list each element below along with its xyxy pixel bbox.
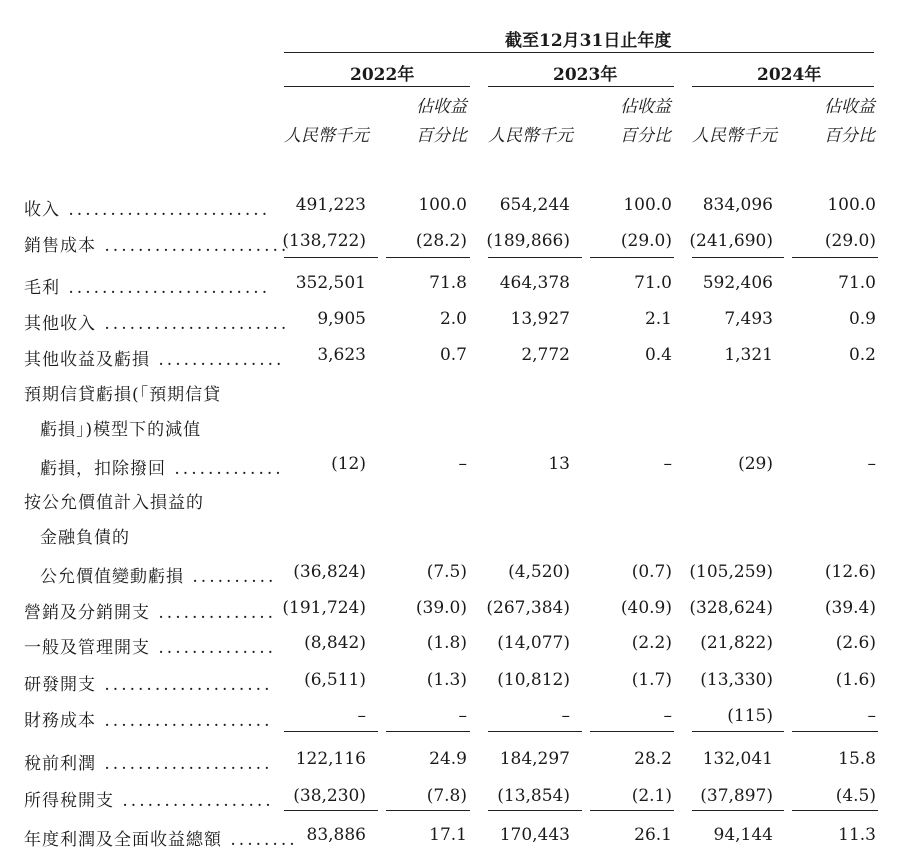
subtotal-rule <box>284 731 378 732</box>
subtotal-rule <box>692 810 784 811</box>
table-cell: (12.6) <box>824 562 876 582</box>
table-cell: (0.7) <box>631 562 672 582</box>
row-label-text: 研發開支 <box>24 675 96 695</box>
table-cell: 26.1 <box>634 825 672 845</box>
leader-dots: .......... <box>184 567 277 587</box>
table-cell: 13 <box>548 454 570 474</box>
row-label-text: 一般及管理開支 <box>24 638 150 658</box>
row-label <box>24 706 272 731</box>
table-cell: (39.0) <box>415 598 467 618</box>
leader-dots: .............. <box>150 638 277 658</box>
table-cell: 100.0 <box>623 195 672 215</box>
table-cell: 3,623 <box>317 345 366 365</box>
leader-dots: .............. <box>150 603 277 623</box>
table-cell: (13,330) <box>700 670 773 690</box>
table-cell: (14,077) <box>497 633 570 653</box>
table-cell: (6,511) <box>304 670 366 690</box>
table-cell: 352,501 <box>295 273 366 293</box>
table-cell: (328,624) <box>689 598 773 618</box>
table-cell: – <box>561 706 570 726</box>
row-label-text: 稅前利潤 <box>24 754 96 774</box>
table-cell: – <box>458 454 467 474</box>
row-label <box>24 749 272 774</box>
col-pct-2022-line1: 佔收益 <box>416 97 467 117</box>
table-cell: (241,690) <box>689 231 773 251</box>
leader-dots: ...................... <box>96 236 290 256</box>
table-cell: 592,406 <box>702 273 773 293</box>
row-label <box>40 523 130 548</box>
row-label <box>24 786 274 811</box>
table-cell: – <box>867 454 876 474</box>
subtotal-rule <box>386 810 470 811</box>
subtotal-rule <box>488 810 582 811</box>
table-cell: 2,772 <box>521 345 570 365</box>
col-pct-2024-line1: 佔收益 <box>824 97 875 117</box>
table-cell: 83,886 <box>306 825 366 845</box>
row-label-text: 按公允價值計入損益的 <box>24 493 204 513</box>
row-label-text: 公允價值變動虧損 <box>40 567 184 587</box>
row-label-text: 虧損」)模型下的減值 <box>40 420 202 440</box>
subtotal-rule <box>386 731 470 732</box>
row-label <box>24 273 270 298</box>
row-label-text: 其他收入 <box>24 314 96 334</box>
table-cell: (115) <box>727 706 773 726</box>
table-cell: (29.0) <box>620 231 672 251</box>
table-cell: 100.0 <box>418 195 467 215</box>
row-label <box>24 825 298 850</box>
table-cell: (12) <box>331 454 366 474</box>
table-cell: 0.7 <box>439 345 467 365</box>
table-cell: (1.3) <box>426 670 467 690</box>
subtotal-rule <box>386 257 470 258</box>
subtotal-rule <box>488 731 582 732</box>
col-amount-2022: 人民幣千元 <box>284 126 369 146</box>
table-cell: 24.9 <box>429 749 467 769</box>
table-cell: 834,096 <box>702 195 773 215</box>
leader-dots: ........ <box>222 830 298 850</box>
col-amount-2023: 人民幣千元 <box>488 126 573 146</box>
table-cell: (40.9) <box>620 598 672 618</box>
table-cell: 7,493 <box>724 309 773 329</box>
table-cell: 100.0 <box>827 195 876 215</box>
subtotal-rule <box>590 257 674 258</box>
row-label <box>24 598 276 623</box>
col-pct-2022-line2: 百分比 <box>416 126 467 146</box>
table-cell: 71.0 <box>838 273 876 293</box>
table-cell: (4.5) <box>835 786 876 806</box>
table-cell: (2.6) <box>835 633 876 653</box>
header-rule-period <box>284 52 874 53</box>
leader-dots: ............... <box>150 350 285 370</box>
subtotal-rule <box>792 731 878 732</box>
row-label <box>24 345 284 370</box>
row-label <box>24 195 270 220</box>
table-cell: 464,378 <box>499 273 570 293</box>
row-label-text: 銷售成本 <box>24 236 96 256</box>
leader-dots: ...................... <box>96 314 290 334</box>
table-cell: 184,297 <box>499 749 570 769</box>
row-label <box>24 231 289 256</box>
row-label <box>24 633 276 658</box>
table-cell: (36,824) <box>293 562 366 582</box>
table-cell: 122,116 <box>295 749 366 769</box>
row-label <box>40 454 284 479</box>
table-cell: (2.2) <box>631 633 672 653</box>
table-cell: 2.1 <box>644 309 672 329</box>
col-pct-2023-line2: 百分比 <box>620 126 671 146</box>
row-label-text: 營銷及分銷開支 <box>24 603 150 623</box>
table-cell: (29) <box>738 454 773 474</box>
leader-dots: ........................ <box>60 278 271 298</box>
col-pct-2023-line1: 佔收益 <box>620 97 671 117</box>
table-cell: – <box>357 706 366 726</box>
table-cell: – <box>458 706 467 726</box>
subtotal-rule <box>284 810 378 811</box>
row-label <box>24 488 204 513</box>
table-cell: 71.0 <box>634 273 672 293</box>
row-label-text: 財務成本 <box>24 711 96 731</box>
table-cell: (7.8) <box>426 786 467 806</box>
table-cell: (13,854) <box>497 786 570 806</box>
table-cell: 654,244 <box>499 195 570 215</box>
table-cell: (29.0) <box>824 231 876 251</box>
table-cell: 13,927 <box>510 309 570 329</box>
table-cell: 15.8 <box>838 749 876 769</box>
table-cell: (10,812) <box>497 670 570 690</box>
row-label-text: 收入 <box>24 200 60 220</box>
leader-dots: .................. <box>114 791 274 811</box>
table-cell: (138,722) <box>282 231 366 251</box>
table-cell: 1,321 <box>724 345 773 365</box>
table-cell: – <box>663 706 672 726</box>
table-cell: 491,223 <box>295 195 366 215</box>
table-cell: (1.8) <box>426 633 467 653</box>
table-cell: (2.1) <box>631 786 672 806</box>
row-label <box>24 309 289 334</box>
col-amount-2024: 人民幣千元 <box>692 126 777 146</box>
row-label <box>24 670 272 695</box>
table-cell: 71.8 <box>429 273 467 293</box>
table-cell: 170,443 <box>499 825 570 845</box>
row-label-text: 虧損，扣除撥回 <box>40 459 166 479</box>
table-cell: (1.7) <box>631 670 672 690</box>
table-cell: 9,905 <box>317 309 366 329</box>
table-cell: (4,520) <box>508 562 570 582</box>
period-title: 截至12月31日止年度 <box>505 31 672 51</box>
row-label-text: 其他收益及虧損 <box>24 350 150 370</box>
table-cell: – <box>663 454 672 474</box>
subtotal-rule <box>792 257 878 258</box>
table-cell: (267,384) <box>486 598 570 618</box>
table-cell: (105,259) <box>689 562 773 582</box>
year-2024-heading: 2024年 <box>757 65 822 85</box>
table-cell: (191,724) <box>282 598 366 618</box>
subtotal-rule <box>590 810 674 811</box>
table-cell: (39.4) <box>824 598 876 618</box>
table-cell: 2.0 <box>439 309 467 329</box>
table-cell: (8,842) <box>304 633 366 653</box>
row-label-text: 金融負債的 <box>40 528 130 548</box>
table-cell: 11.3 <box>838 825 876 845</box>
header-rule-2022 <box>284 86 470 87</box>
table-cell: 94,144 <box>713 825 773 845</box>
row-label <box>24 380 221 405</box>
subtotal-rule <box>792 810 878 811</box>
table-cell: (38,230) <box>293 786 366 806</box>
year-2023-heading: 2023年 <box>553 65 618 85</box>
table-cell: (1.6) <box>835 670 876 690</box>
subtotal-rule <box>284 257 378 258</box>
table-cell: (37,897) <box>700 786 773 806</box>
leader-dots: ........................ <box>60 200 271 220</box>
header-rule-2023 <box>488 86 674 87</box>
row-label <box>40 415 201 440</box>
row-label-text: 毛利 <box>24 278 60 298</box>
header-rule-2024 <box>692 86 874 87</box>
table-cell: 0.4 <box>644 345 672 365</box>
table-cell: – <box>867 706 876 726</box>
table-cell: 132,041 <box>702 749 773 769</box>
year-2022-heading: 2022年 <box>350 65 415 85</box>
col-pct-2024-line2: 百分比 <box>824 126 875 146</box>
subtotal-rule <box>590 731 674 732</box>
row-label <box>40 562 276 587</box>
table-cell: 0.2 <box>848 345 876 365</box>
table-cell: (189,866) <box>486 231 570 251</box>
table-cell: 28.2 <box>634 749 672 769</box>
table-cell: (7.5) <box>426 562 467 582</box>
subtotal-rule <box>692 731 784 732</box>
subtotal-rule <box>692 257 784 258</box>
table-cell: (28.2) <box>415 231 467 251</box>
subtotal-rule <box>488 257 582 258</box>
row-label-text: 年度利潤及全面收益總額 <box>24 830 222 850</box>
row-label-text: 所得稅開支 <box>24 791 114 811</box>
leader-dots: .................... <box>96 711 273 731</box>
table-cell: (21,822) <box>700 633 773 653</box>
leader-dots: ............. <box>166 459 284 479</box>
leader-dots: .................... <box>96 675 273 695</box>
row-label-text: 預期信貸虧損(「預期信貸 <box>24 385 222 405</box>
table-cell: 17.1 <box>429 825 467 845</box>
table-cell: 0.9 <box>848 309 876 329</box>
leader-dots: .................... <box>96 754 273 774</box>
